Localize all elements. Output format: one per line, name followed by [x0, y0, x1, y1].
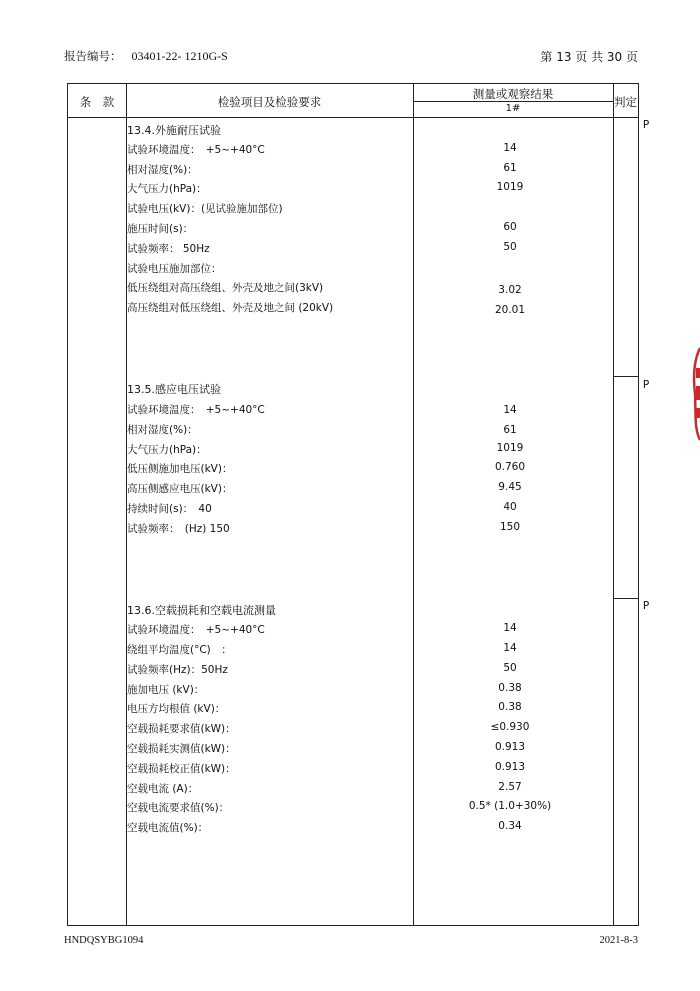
header-clause: 条 款	[79, 95, 115, 109]
judgement-mark: P	[642, 119, 650, 131]
report-number: 03401-22- 1210G-S	[131, 49, 228, 63]
judgement-divider	[613, 598, 638, 599]
header-bottom-divider	[68, 117, 638, 118]
report-number-line	[64, 48, 228, 64]
seal-stamp-icon	[692, 346, 700, 442]
issue-date: 2021-8-3	[599, 935, 638, 946]
judgement-mark: P	[642, 600, 650, 612]
inspection-table: 条 款 检验项目及检验要求 测量或观察结果 1# 判定 13.4.外施耐压试验 试验环境温度： +5~+40°C 14 相对湿度(%)： 61 大气压力(hPa)： 1019 试验电压(kV)：(见试验施加部位) 施压时间(s)： 60 试验频率： 50Hz 50 试验电压施加部位： 低压绕组对高压绕组、外壳及地之间(3kV) 3.02 高压绕组对低压绕组、外壳及地之间 (20kV) 20.01 P 13.5.感应电压试验 试验环境温度： +5~+40°C 14 相对湿度(%)： 61 大气压力(hPa)： 1019 低压侧施加电压(kV)： 0.760 高压侧感应电压(kV)： 9.45 持续时间(s)： 40 40 试验频率： (Hz) 150 150 P 13.6.空载损耗和空载电流测量 试验环境温度： +5~+40°C 14 绕组平均温度(°C) ： 14 试验频率(Hz)：50Hz 50 施加电压 (kV)： 0.38 电压方均根值 (kV)： 0.38 空载损耗要求值(kW)： ≤0.930 空载损耗实测值(kW)： 0.913 空载损耗校正值(kW)： 0.913 空载电流 (A)： 2.57 空载电流要求值(%)： 0.5* (1.0+30%) 空载电流值(%)： 0.34 P	[67, 83, 639, 926]
column-divider	[613, 84, 614, 925]
header-result: 测量或观察结果	[472, 87, 554, 101]
header-sample: 1#	[505, 103, 521, 114]
header-item: 检验项目及检验要求	[217, 95, 322, 109]
page-info: 第 13 页 共 30 页	[540, 50, 638, 64]
column-divider	[413, 84, 414, 925]
form-code: HNDQSYBG1094	[64, 935, 144, 946]
report-number-label: 报告编号：	[64, 49, 122, 63]
header-judgement: 判定	[614, 95, 637, 109]
judgement-divider	[613, 376, 638, 377]
judgement-mark: P	[642, 379, 650, 391]
